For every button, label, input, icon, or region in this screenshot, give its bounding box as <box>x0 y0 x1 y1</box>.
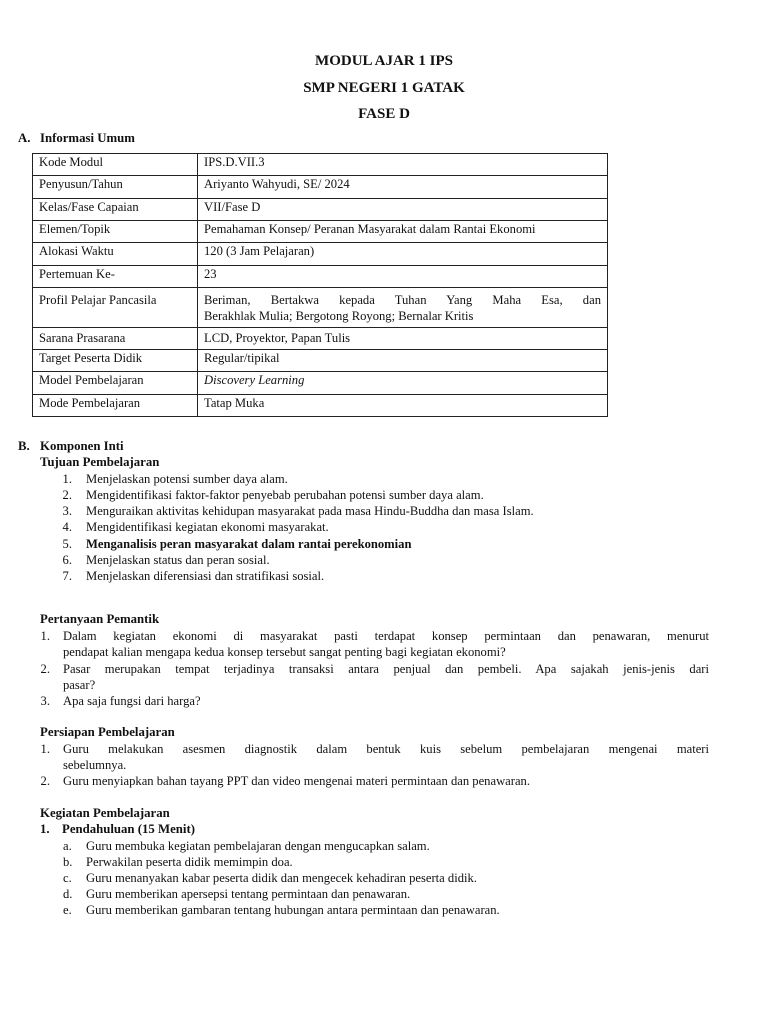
table-value: Discovery Learning <box>198 372 608 395</box>
list-number: 6. <box>62 553 72 567</box>
persiapan-heading: Persiapan Pembelajaran <box>40 725 175 739</box>
list-text-line: Guru melakukan asesmen diagnostik dalam bentuk kuis sebelum pembelajaran mengenai materi <box>63 742 709 756</box>
tujuan-heading: Tujuan Pembelajaran <box>40 455 160 469</box>
section-a-letter: A. <box>18 131 31 145</box>
list-letter: d. <box>63 887 73 901</box>
list-text-line: Dalam kegiatan ekonomi di masyarakat pasti terdapat konsep permintaan dan penawaran, menurut <box>63 629 709 643</box>
table-key: Elemen/Topik <box>33 221 198 243</box>
table-key: Model Pembelajaran <box>33 372 198 395</box>
list-letter: e. <box>63 903 72 917</box>
step-title: Pendahuluan (15 Menit) <box>62 822 195 836</box>
table-key: Sarana Prasarana <box>33 328 198 350</box>
table-row <box>33 221 608 243</box>
table-value: LCD, Proyektor, Papan Tulis <box>198 328 608 350</box>
list-text: Guru memberikan gambaran tentang hubungan antara permintaan dan penawaran. <box>86 903 500 917</box>
list-text: Menjelaskan potensi sumber daya alam. <box>86 472 288 486</box>
table-row <box>33 199 608 221</box>
list-number: 3. <box>40 694 50 708</box>
table-key: Alokasi Waktu <box>33 243 198 266</box>
kegiatan-heading: Kegiatan Pembelajaran <box>40 806 170 820</box>
table-key: Kelas/Fase Capaian <box>33 199 198 221</box>
table-value-line: Beriman, Bertakwa kepada Tuhan Yang Maha Esa, dan <box>204 293 601 307</box>
table-row <box>33 243 608 266</box>
table-value: Ariyanto Wahyudi, SE/ 2024 <box>198 176 608 199</box>
section-a-heading <box>18 131 135 146</box>
phase-title: FASE D <box>358 106 410 122</box>
table-row <box>33 176 608 199</box>
list-number: 2. <box>40 662 50 676</box>
table-row <box>33 372 608 395</box>
list-text: Mengidentifikasi faktor-faktor penyebab perubahan potensi sumber daya alam. <box>86 488 484 502</box>
table-row <box>33 395 608 417</box>
list-letter: c. <box>63 871 72 885</box>
list-text-line: Pasar merupakan tempat terjadinya transaksi antara penjual dan pembeli. Apa sajakah jenis-jenis dari <box>63 662 709 676</box>
list-text: Guru menanyakan kabar peserta didik dan mengecek kehadiran peserta didik. <box>86 871 477 885</box>
list-number: 4. <box>62 520 72 534</box>
list-text: Guru membuka kegiatan pembelajaran dengan mengucapkan salam. <box>86 839 430 853</box>
list-text: Menjelaskan status dan peran sosial. <box>86 553 270 567</box>
list-text: Guru memberikan apersepsi tentang permintaan dan penawaran. <box>86 887 411 901</box>
list-text-line: pasar? <box>63 678 96 692</box>
info-table <box>32 153 608 417</box>
list-number: 1. <box>40 742 50 756</box>
table-key: Profil Pelajar Pancasila <box>33 288 198 328</box>
section-b-title: Komponen Inti <box>40 439 124 453</box>
table-value: IPS.D.VII.3 <box>198 154 608 176</box>
table-value <box>198 288 608 328</box>
table-row <box>33 154 608 176</box>
table-value-line: Berakhlak Mulia; Bergotong Royong; Bernalar Kritis <box>204 309 474 323</box>
table-row <box>33 350 608 372</box>
list-letter: b. <box>63 855 73 869</box>
table-key: Mode Pembelajaran <box>33 395 198 417</box>
list-number: 5. <box>62 537 72 551</box>
table-value: 23 <box>198 266 608 288</box>
list-text: Mengidentifikasi kegiatan ekonomi masyarakat. <box>86 520 329 534</box>
list-letter: a. <box>63 839 72 853</box>
table-row <box>33 288 608 328</box>
list-text: Menjelaskan diferensiasi dan stratifikasi sosial. <box>86 569 325 583</box>
section-a-title: Informasi Umum <box>40 131 135 145</box>
table-value: Tatap Muka <box>198 395 608 417</box>
school-name: SMP NEGERI 1 GATAK <box>303 80 465 96</box>
list-number: 7. <box>62 569 72 583</box>
list-number: 1. <box>62 472 72 486</box>
list-text: Menganalisis peran masyarakat dalam rantai perekonomian <box>86 537 412 551</box>
list-text-line: sebelumnya. <box>63 758 127 772</box>
table-key: Penyusun/Tahun <box>33 176 198 199</box>
list-text: Perwakilan peserta didik memimpin doa. <box>86 855 293 869</box>
table-value: Pemahaman Konsep/ Peranan Masyarakat dalam Rantai Ekonomi <box>198 221 608 243</box>
document-title: MODUL AJAR 1 IPS <box>315 53 453 69</box>
step-number: 1. <box>40 822 50 836</box>
list-number: 2. <box>62 488 72 502</box>
table-row <box>33 328 608 350</box>
table-key: Pertemuan Ke- <box>33 266 198 288</box>
list-text-line: Guru menyiapkan bahan tayang PPT dan video mengenai materi permintaan dan penawaran. <box>63 774 530 788</box>
list-number: 3. <box>62 504 72 518</box>
table-key: Target Peserta Didik <box>33 350 198 372</box>
list-text-line: Apa saja fungsi dari harga? <box>63 694 201 708</box>
section-b-heading <box>18 439 124 454</box>
table-key: Kode Modul <box>33 154 198 176</box>
table-value: Regular/tipikal <box>198 350 608 372</box>
list-number: 1. <box>40 629 50 643</box>
table-value: VII/Fase D <box>198 199 608 221</box>
section-b-letter: B. <box>18 439 30 453</box>
table-row <box>33 266 608 288</box>
list-number: 2. <box>40 774 50 788</box>
list-text-line: pendapat kalian mengapa kedua konsep tersebut sangat penting bagi kegiatan ekonomi? <box>63 645 506 659</box>
kegiatan-step <box>40 822 195 837</box>
table-value: 120 (3 Jam Pelajaran) <box>198 243 608 266</box>
pemantik-heading: Pertanyaan Pemantik <box>40 612 160 626</box>
list-text: Menguraikan aktivitas kehidupan masyarakat pada masa Hindu-Buddha dan masa Islam. <box>86 504 534 518</box>
